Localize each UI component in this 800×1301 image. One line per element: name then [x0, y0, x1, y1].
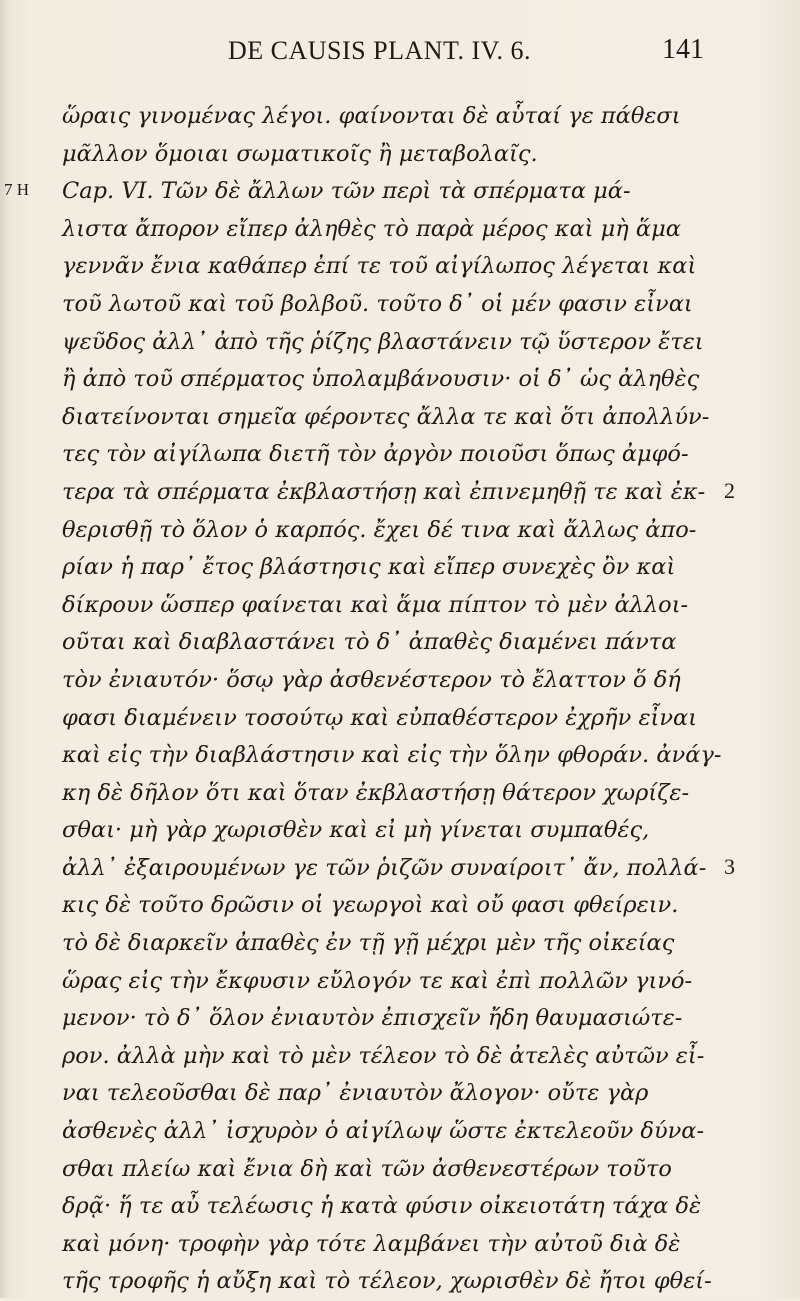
text-line: τες τὸν αἰγίλωπα διετῆ τὸν ἀργὸν ποιοῦσι ὅπως ἀμφό-: [62, 441, 689, 468]
text-line: φασι διαμένειν τοσούτῳ καὶ εὐπαθέστερον ἐχρῆν εἶναι: [62, 704, 698, 731]
margin-number-2: 2: [724, 478, 735, 503]
text-line: δρᾷ· ἥ τε αὖ τελέωσις ἡ κατὰ φύσιν οἰκειοτάτη τάχα δὲ: [62, 1193, 702, 1220]
text-line: γεννᾶν ἔνια καθάπερ ἐπί τε τοῦ αἰγίλωπος λέγεται καὶ: [62, 253, 697, 280]
text-line: τοῦ λωτοῦ καὶ τοῦ βολβοῦ. τοῦτο δ᾽ οἱ μέν φασιν εἶναι: [62, 290, 693, 317]
text-line: σθαι πλείω καὶ ἔνια δὴ καὶ τῶν ἀσθενεστέρων τοῦτο: [62, 1155, 672, 1182]
margin-note-left: 7 H: [4, 180, 30, 199]
text-line: ρίαν ἡ παρ᾽ ἔτος βλάστησις καὶ εἴπερ συνεχὲς ὂν καὶ: [62, 554, 676, 581]
text-line: τὸν ἐνιαυτόν· ὅσῳ γὰρ ἀσθενέστερον τὸ ἔλαττον ὅ δή: [62, 666, 681, 693]
text-line: κις δὲ τοῦτο δρῶσιν οἱ γεωργοὶ καὶ οὔ φασι φθείρειν.: [62, 892, 679, 919]
text-line: ἀσθενὲς ἀλλ᾽ ἰσχυρὸν ὁ αἰγίλωψ ὥστε ἐκτελεοῦν δύνα-: [62, 1118, 705, 1145]
text-line: ναι τελεοῦσθαι δὲ παρ᾽ ἐνιαυτὸν ἄλογον· οὔτε γὰρ: [62, 1080, 649, 1107]
text-line: ψεῦδος ἀλλ᾽ ἀπὸ τῆς ῥίζης βλαστάνειν τῷ ὕστερον ἔτει: [62, 328, 704, 355]
text-line: ὥραις γινομένας λέγοι. φαίνονται δὲ αὗταί γε πάθεσι: [62, 103, 681, 129]
page-number: 141: [662, 34, 704, 65]
text-line: θερισθῇ τὸ ὅλον ὁ καρπός. ἔχει δέ τινα καὶ ἄλλως ἀπο-: [62, 516, 697, 543]
margin-number-3: 3: [724, 854, 735, 879]
text-line: δίκρουν ὥσπερ φαίνεται καὶ ἅμα πίπτον τὸ μὲν ἀλλοι-: [62, 591, 689, 618]
text-line: Cap. VI. Τῶν δὲ ἄλλων τῶν περὶ τὰ σπέρματα μά-: [62, 178, 631, 205]
text-line: μενον· τὸ δ᾽ ὅλον ἐνιαυτὸν ἐπισχεῖν ἤδη θαυμασιώτε-: [62, 1005, 683, 1032]
text-line: ρον. ἀλλὰ μὴν καὶ τὸ μὲν τέλεον τὸ δὲ ἀτελὲς αὐτῶν εἶ-: [62, 1042, 705, 1069]
text-line: οῦται καὶ διαβλαστάνει τὸ δ᾽ ἀπαθὲς διαμένει πάντα: [62, 629, 677, 656]
text-line: ὥρας εἰς τὴν ἔκφυσιν εὔλογόν τε καὶ ἐπὶ πολλῶν γινό-: [62, 967, 693, 994]
text-line: μᾶλλον ὅμοιαι σωματικοῖς ἢ μεταβολαῖς.: [62, 140, 538, 167]
page-header: [0, 36, 800, 72]
text-line: σθαι· μὴ γὰρ χωρισθὲν καὶ εἰ μὴ γίνεται συμπαθές,: [62, 817, 650, 844]
text-line: τερα τὰ σπέρματα ἐκβλαστήσῃ καὶ ἐπινεμηθῇ τε καὶ ἐκ-: [62, 478, 706, 505]
running-head: DE CAUSIS PLANT. IV. 6.: [228, 36, 532, 65]
text-line: τὸ δὲ διαρκεῖν ἀπαθὲς ἐν τῇ γῇ μέχρι μὲν τῆς οἰκείας: [62, 930, 675, 957]
text-line: καὶ μόνη· τροφὴν γὰρ τότε λαμβάνει τὴν αὐτοῦ διὰ δὲ: [62, 1230, 681, 1257]
text-line: ἢ ἀπὸ τοῦ σπέρματος ὑπολαμβάνουσιν· οἱ δ᾽ ὡς ἀληθὲς: [62, 366, 700, 393]
body-text: [62, 98, 722, 1301]
text-line: ἀλλ᾽ ἐξαιρουμένων γε τῶν ῥιζῶν συναίροιτ᾽ ἄν, πολλά-: [62, 854, 707, 881]
text-line: διατείνονται σημεῖα φέροντες ἄλλα τε καὶ ὅτι ἀπολλύν-: [62, 403, 710, 430]
text-line: κη δὲ δῆλον ὅτι καὶ ὅταν ἐκβλαστήσῃ θάτερον χωρίζε-: [62, 779, 690, 806]
text-line: λιστα ἄπορον εἴπερ ἀληθὲς τὸ παρὰ μέρος καὶ μὴ ἅμα: [62, 215, 681, 242]
text-line: καὶ εἰς τὴν διαβλάστησιν καὶ εἰς τὴν ὅλην φθοράν. ἀνάγ-: [62, 742, 722, 769]
text-line: τῆς τροφῆς ἡ αὔξη καὶ τὸ τέλεον, χωρισθὲν δὲ ἤτοι φθεί-: [62, 1268, 712, 1295]
